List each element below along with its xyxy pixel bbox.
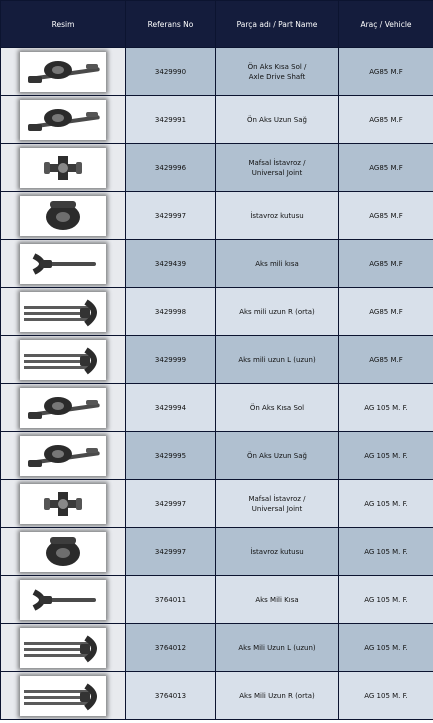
part-image-cell bbox=[1, 144, 126, 192]
vehicle-cell: AG 105 M. F. bbox=[339, 624, 433, 672]
vehicle-cell: AG85 M.F bbox=[339, 192, 433, 240]
part-image-cell bbox=[1, 576, 126, 624]
header-vehicle: Araç / Vehicle bbox=[339, 1, 433, 48]
vehicle-cell: AG85 M.F bbox=[339, 48, 433, 96]
part-name-cell bbox=[216, 96, 339, 144]
table-row bbox=[1, 144, 433, 192]
table-row bbox=[1, 480, 433, 528]
vehicle-cell: AG85 M.F bbox=[339, 336, 433, 384]
part-name-cell bbox=[216, 48, 339, 96]
part-name-cell bbox=[216, 144, 339, 192]
reference-no-cell: 3429995 bbox=[126, 432, 216, 480]
table-header-row bbox=[1, 1, 433, 48]
header-reference-no: Referans No bbox=[126, 1, 216, 48]
short-shaft-icon bbox=[20, 244, 106, 284]
table-row bbox=[1, 432, 433, 480]
reference-no-cell: 3429997 bbox=[126, 480, 216, 528]
part-name-line-1: Mafsal İstavroz / bbox=[248, 158, 306, 167]
vehicle-cell: AG85 M.F bbox=[339, 240, 433, 288]
vehicle-cell: AG85 M.F bbox=[339, 96, 433, 144]
table-row bbox=[1, 240, 433, 288]
long-shaft-icon bbox=[20, 292, 106, 332]
vehicle-cell: AG 105 M. F. bbox=[339, 384, 433, 432]
part-image-cell bbox=[1, 288, 126, 336]
reference-no-cell: 3429997 bbox=[126, 528, 216, 576]
part-name-cell bbox=[216, 336, 339, 384]
cross-housing-icon bbox=[20, 196, 106, 236]
table-row bbox=[1, 336, 433, 384]
part-name-line-1: Ön Aks Kısa Sol bbox=[249, 403, 305, 412]
part-name-line-1: Mafsal İstavroz / bbox=[248, 494, 306, 503]
part-name-cell bbox=[216, 528, 339, 576]
vehicle-cell: AG 105 M. F. bbox=[339, 528, 433, 576]
reference-no-cell: 3429999 bbox=[126, 336, 216, 384]
part-image-cell bbox=[1, 48, 126, 96]
reference-no-cell: 3764011 bbox=[126, 576, 216, 624]
part-name-line-1: Aks Mili Kısa bbox=[255, 595, 299, 604]
axle-drive-shaft-icon bbox=[20, 388, 106, 428]
part-name-line-1: Ön Aks Uzun Sağ bbox=[247, 451, 307, 460]
long-shaft-icon bbox=[20, 628, 106, 668]
part-image-cell bbox=[1, 528, 126, 576]
part-name-line-1: İstavroz kutusu bbox=[250, 211, 304, 220]
table-row bbox=[1, 288, 433, 336]
header-image: Resim bbox=[1, 1, 126, 48]
long-shaft-icon bbox=[20, 340, 106, 380]
reference-no-cell: 3429996 bbox=[126, 144, 216, 192]
part-name-line-1: Aks Mili Uzun R (orta) bbox=[239, 691, 315, 700]
part-image-cell bbox=[1, 432, 126, 480]
part-image-cell bbox=[1, 336, 126, 384]
reference-no-cell: 3429991 bbox=[126, 96, 216, 144]
reference-no-cell: 3764012 bbox=[126, 624, 216, 672]
long-shaft-icon bbox=[20, 676, 106, 716]
part-name-line-1: İstavroz kutusu bbox=[250, 547, 304, 556]
axle-drive-shaft-icon bbox=[20, 436, 106, 476]
part-name-cell bbox=[216, 240, 339, 288]
table-row bbox=[1, 528, 433, 576]
vehicle-cell: AG85 M.F bbox=[339, 144, 433, 192]
axle-drive-shaft-icon bbox=[20, 100, 106, 140]
part-name-line-1: Aks mili uzun R (orta) bbox=[239, 307, 315, 316]
part-name-line-2: Axle Drive Shaft bbox=[248, 72, 306, 81]
table-row bbox=[1, 672, 433, 720]
table-body bbox=[1, 48, 433, 720]
vehicle-cell: AG 105 M. F. bbox=[339, 432, 433, 480]
part-name-line-1: Ön Aks Kısa Sol / bbox=[247, 62, 307, 71]
part-name-line-1: Aks Mili Uzun L (uzun) bbox=[238, 643, 316, 652]
axle-drive-shaft-icon bbox=[20, 52, 106, 92]
part-name-cell bbox=[216, 672, 339, 720]
vehicle-cell: AG 105 M. F. bbox=[339, 576, 433, 624]
table-row bbox=[1, 48, 433, 96]
universal-joint-icon bbox=[20, 484, 106, 524]
universal-joint-icon bbox=[20, 148, 106, 188]
header-part-name: Parça adı / Part Name bbox=[216, 1, 339, 48]
part-name-cell bbox=[216, 192, 339, 240]
reference-no-cell: 3764013 bbox=[126, 672, 216, 720]
cross-housing-icon bbox=[20, 532, 106, 572]
part-image-cell bbox=[1, 240, 126, 288]
vehicle-cell: AG 105 M. F. bbox=[339, 480, 433, 528]
part-image-cell bbox=[1, 192, 126, 240]
table-row bbox=[1, 384, 433, 432]
part-image-cell bbox=[1, 672, 126, 720]
part-image-cell bbox=[1, 384, 126, 432]
table-row bbox=[1, 96, 433, 144]
part-name-cell bbox=[216, 288, 339, 336]
part-name-cell bbox=[216, 432, 339, 480]
part-image-cell bbox=[1, 480, 126, 528]
part-name-cell bbox=[216, 624, 339, 672]
reference-no-cell: 3429997 bbox=[126, 192, 216, 240]
part-name-cell bbox=[216, 576, 339, 624]
reference-no-cell: 3429998 bbox=[126, 288, 216, 336]
part-image-cell bbox=[1, 624, 126, 672]
reference-no-cell: 3429990 bbox=[126, 48, 216, 96]
table-row bbox=[1, 576, 433, 624]
table-row bbox=[1, 192, 433, 240]
part-name-line-2: Universal Joint bbox=[251, 504, 303, 513]
reference-no-cell: 3429439 bbox=[126, 240, 216, 288]
short-shaft-icon bbox=[20, 580, 106, 620]
part-name-line-1: Aks mili uzun L (uzun) bbox=[238, 355, 316, 364]
table-row bbox=[1, 624, 433, 672]
vehicle-cell: AG 105 M. F. bbox=[339, 672, 433, 720]
vehicle-cell: AG85 M.F bbox=[339, 288, 433, 336]
part-image-cell bbox=[1, 96, 126, 144]
part-name-cell bbox=[216, 480, 339, 528]
part-name-cell bbox=[216, 384, 339, 432]
part-name-line-1: Ön Aks Uzun Sağ bbox=[247, 115, 307, 124]
part-name-line-1: Aks mili kısa bbox=[255, 259, 299, 268]
part-name-line-2: Universal Joint bbox=[251, 168, 303, 177]
reference-no-cell: 3429994 bbox=[126, 384, 216, 432]
